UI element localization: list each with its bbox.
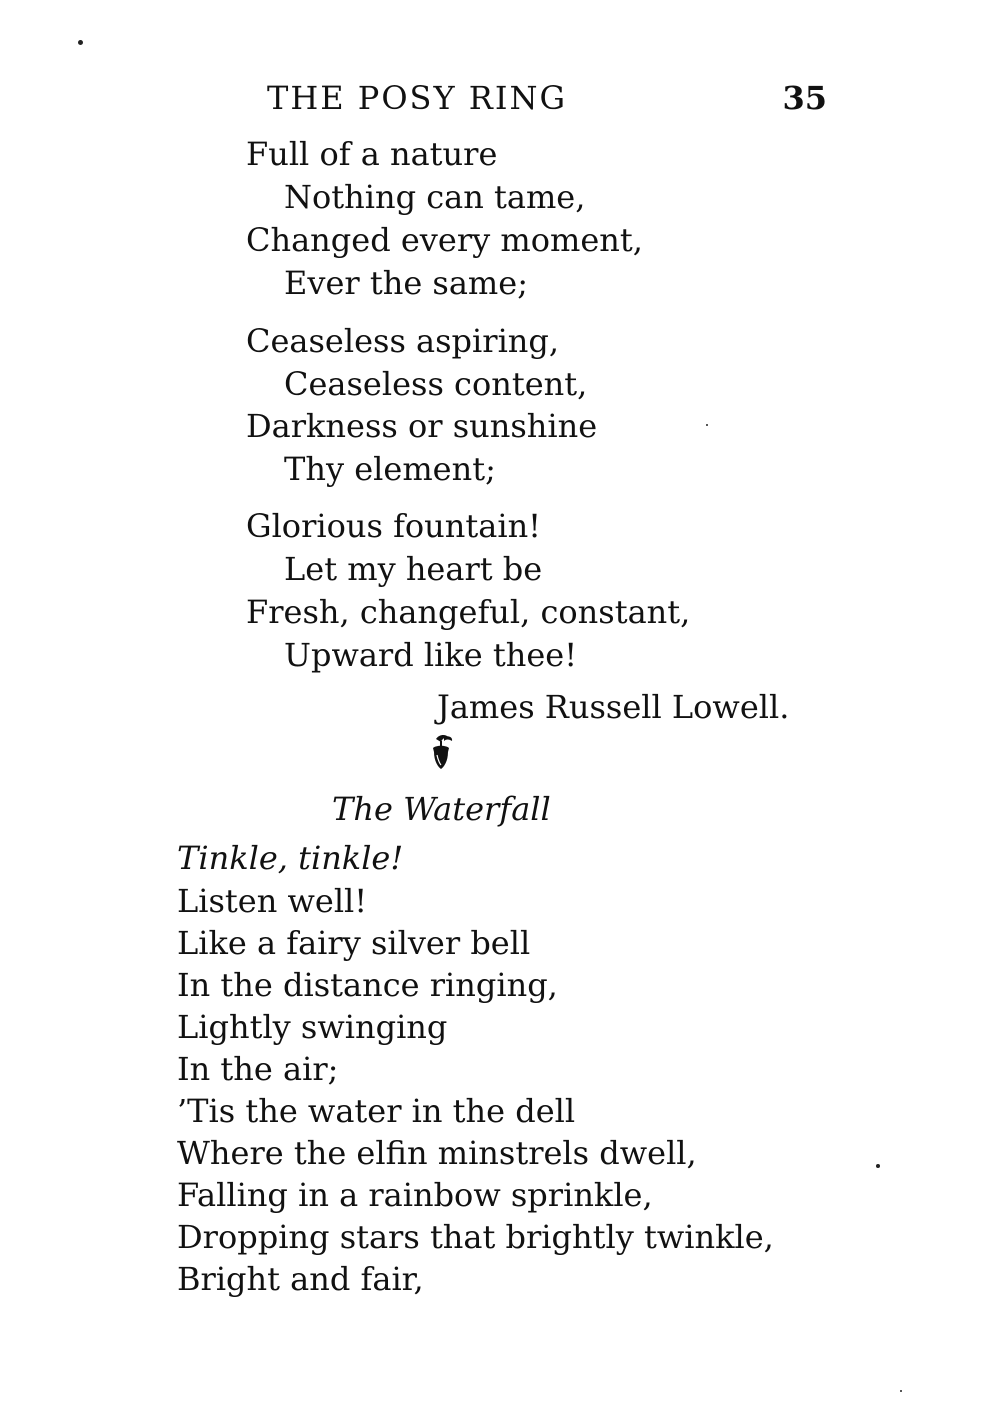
poem-line: Tinkle, tinkle! [177, 839, 404, 877]
poem-line: Lightly swinging [177, 1008, 448, 1046]
poem-line: Dropping stars that brightly twinkle, [177, 1218, 774, 1256]
poem-line: Thy element; [284, 450, 496, 488]
page-number: 35 [782, 79, 827, 117]
poem-line: Changed every moment, [246, 221, 643, 259]
poem-line: In the air; [177, 1050, 339, 1088]
poem-line: Fresh, changeful, constant, [246, 593, 691, 631]
poem-line: Darkness or sunshine [246, 407, 598, 445]
running-head: THE POSY RING [267, 79, 568, 117]
poem-line: Listen well! [177, 882, 368, 920]
poem-line: Upward like thee! [284, 636, 578, 674]
acorn-fleuron-icon [428, 733, 456, 777]
poem-line: Bright and fair, [177, 1260, 424, 1298]
poem-line: Nothing can tame, [284, 178, 586, 216]
poem-line: Full of a nature [246, 135, 498, 173]
page-speck [78, 40, 83, 45]
poem-line: Ceaseless aspiring, [246, 322, 560, 360]
poem-line: Ever the same; [284, 264, 528, 302]
poem-line: ’Tis the water in the dell [177, 1092, 576, 1130]
poem-line: In the distance ringing, [177, 966, 558, 1004]
poem-line: Falling in a rainbow sprinkle, [177, 1176, 653, 1214]
poem-line: Let my heart be [284, 550, 543, 588]
poem-line: Where the elfin minstrels dwell, [177, 1134, 697, 1172]
page-speck [876, 1164, 880, 1168]
poem-line: Like a fairy silver bell [177, 924, 531, 962]
poem-attribution: James Russell Lowell. [437, 688, 790, 726]
poem-line: Ceaseless content, [284, 365, 588, 403]
page-speck [900, 1390, 902, 1392]
poem-title: The Waterfall [332, 790, 551, 828]
page-speck [706, 424, 708, 426]
poem-line: Glorious fountain! [246, 507, 542, 545]
page-header [267, 78, 827, 118]
